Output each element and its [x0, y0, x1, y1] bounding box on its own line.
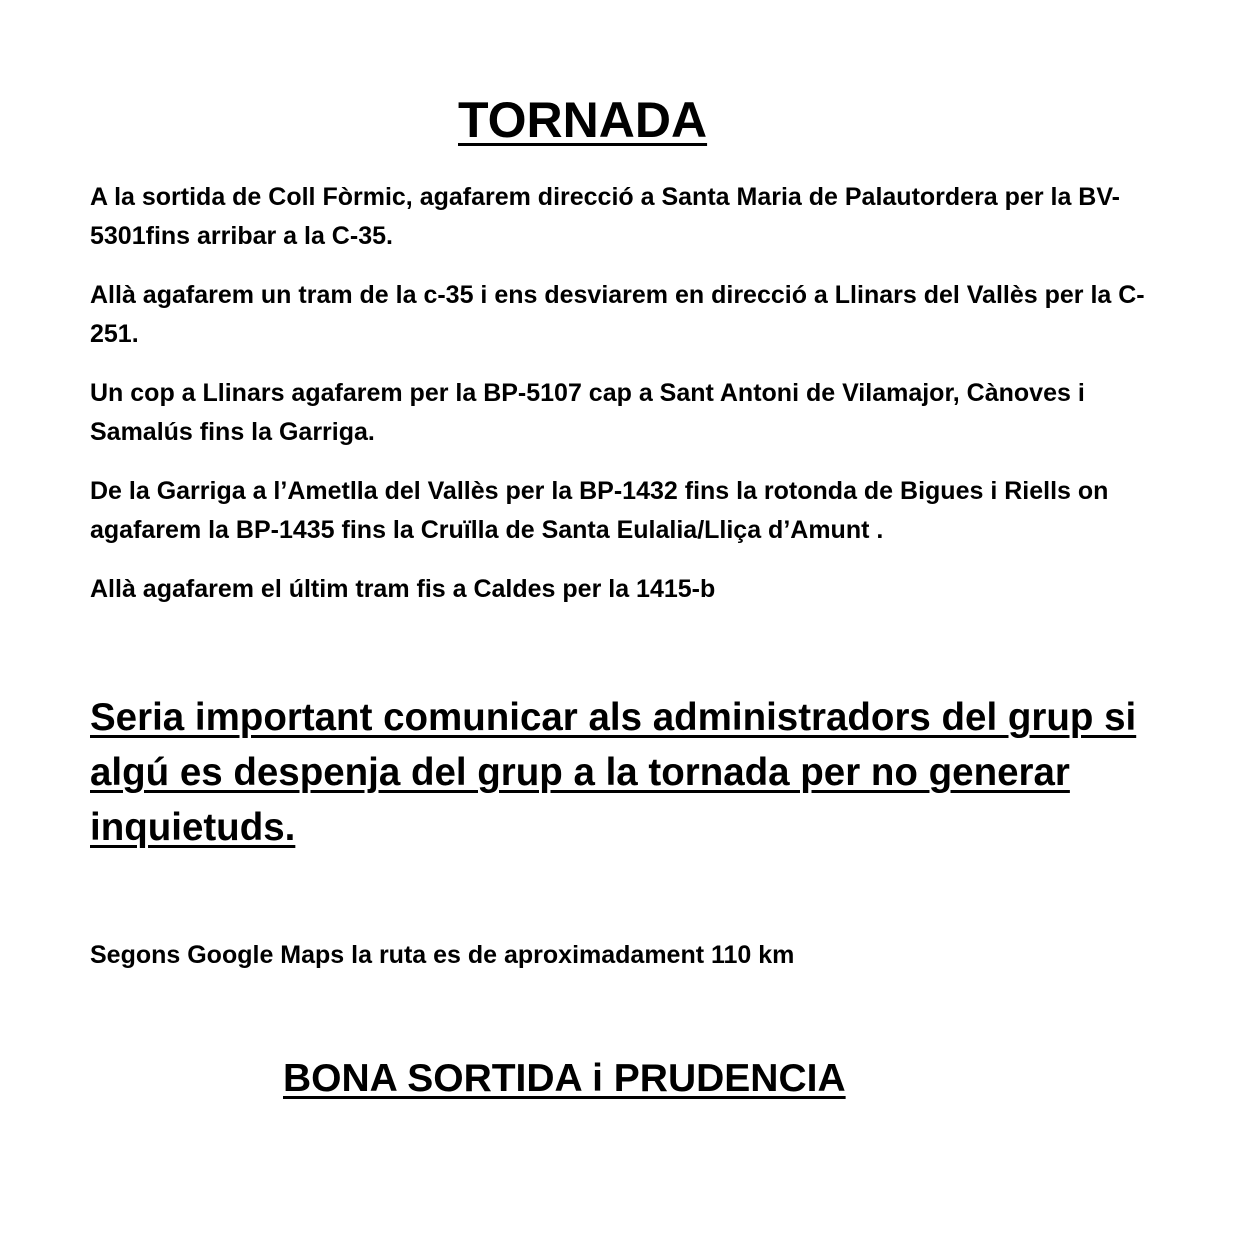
closing-message: BONA SORTIDA i PRUDENCIA	[283, 1057, 846, 1100]
route-distance-note: Segons Google Maps la ruta es de aproximadament 110 km	[90, 941, 795, 969]
route-paragraph-4: De la Garriga a l’Ametlla del Vallès per la BP-1432 fins la rotonda de Bigues i Riells on agafarem la BP-1435 fins la Cruïlla de Santa Eulalia/Lliça d’Amunt .	[90, 477, 1109, 544]
route-paragraph-2: Allà agafarem un tram de la c-35 i ens desviarem en direcció a Llinars del Vallès per la C-251.	[90, 281, 1145, 348]
route-paragraph-3: Un cop a Llinars agafarem per la BP-5107 cap a Sant Antoni de Vilamajor, Cànoves i Samalús fins la Garriga.	[90, 379, 1085, 446]
important-notice: Seria important comunicar als administradors del grup si algú es despenja del grup a la tornada per no generar inquietuds.	[90, 696, 1137, 849]
route-paragraph-5: Allà agafarem el últim tram fis a Caldes per la 1415-b	[90, 575, 716, 603]
route-paragraph-1: A la sortida de Coll Fòrmic, agafarem direcció a Santa Maria de Palautordera per la BV-5301fins arribar a la C-35.	[90, 183, 1120, 250]
page-title: TORNADA	[458, 92, 708, 148]
